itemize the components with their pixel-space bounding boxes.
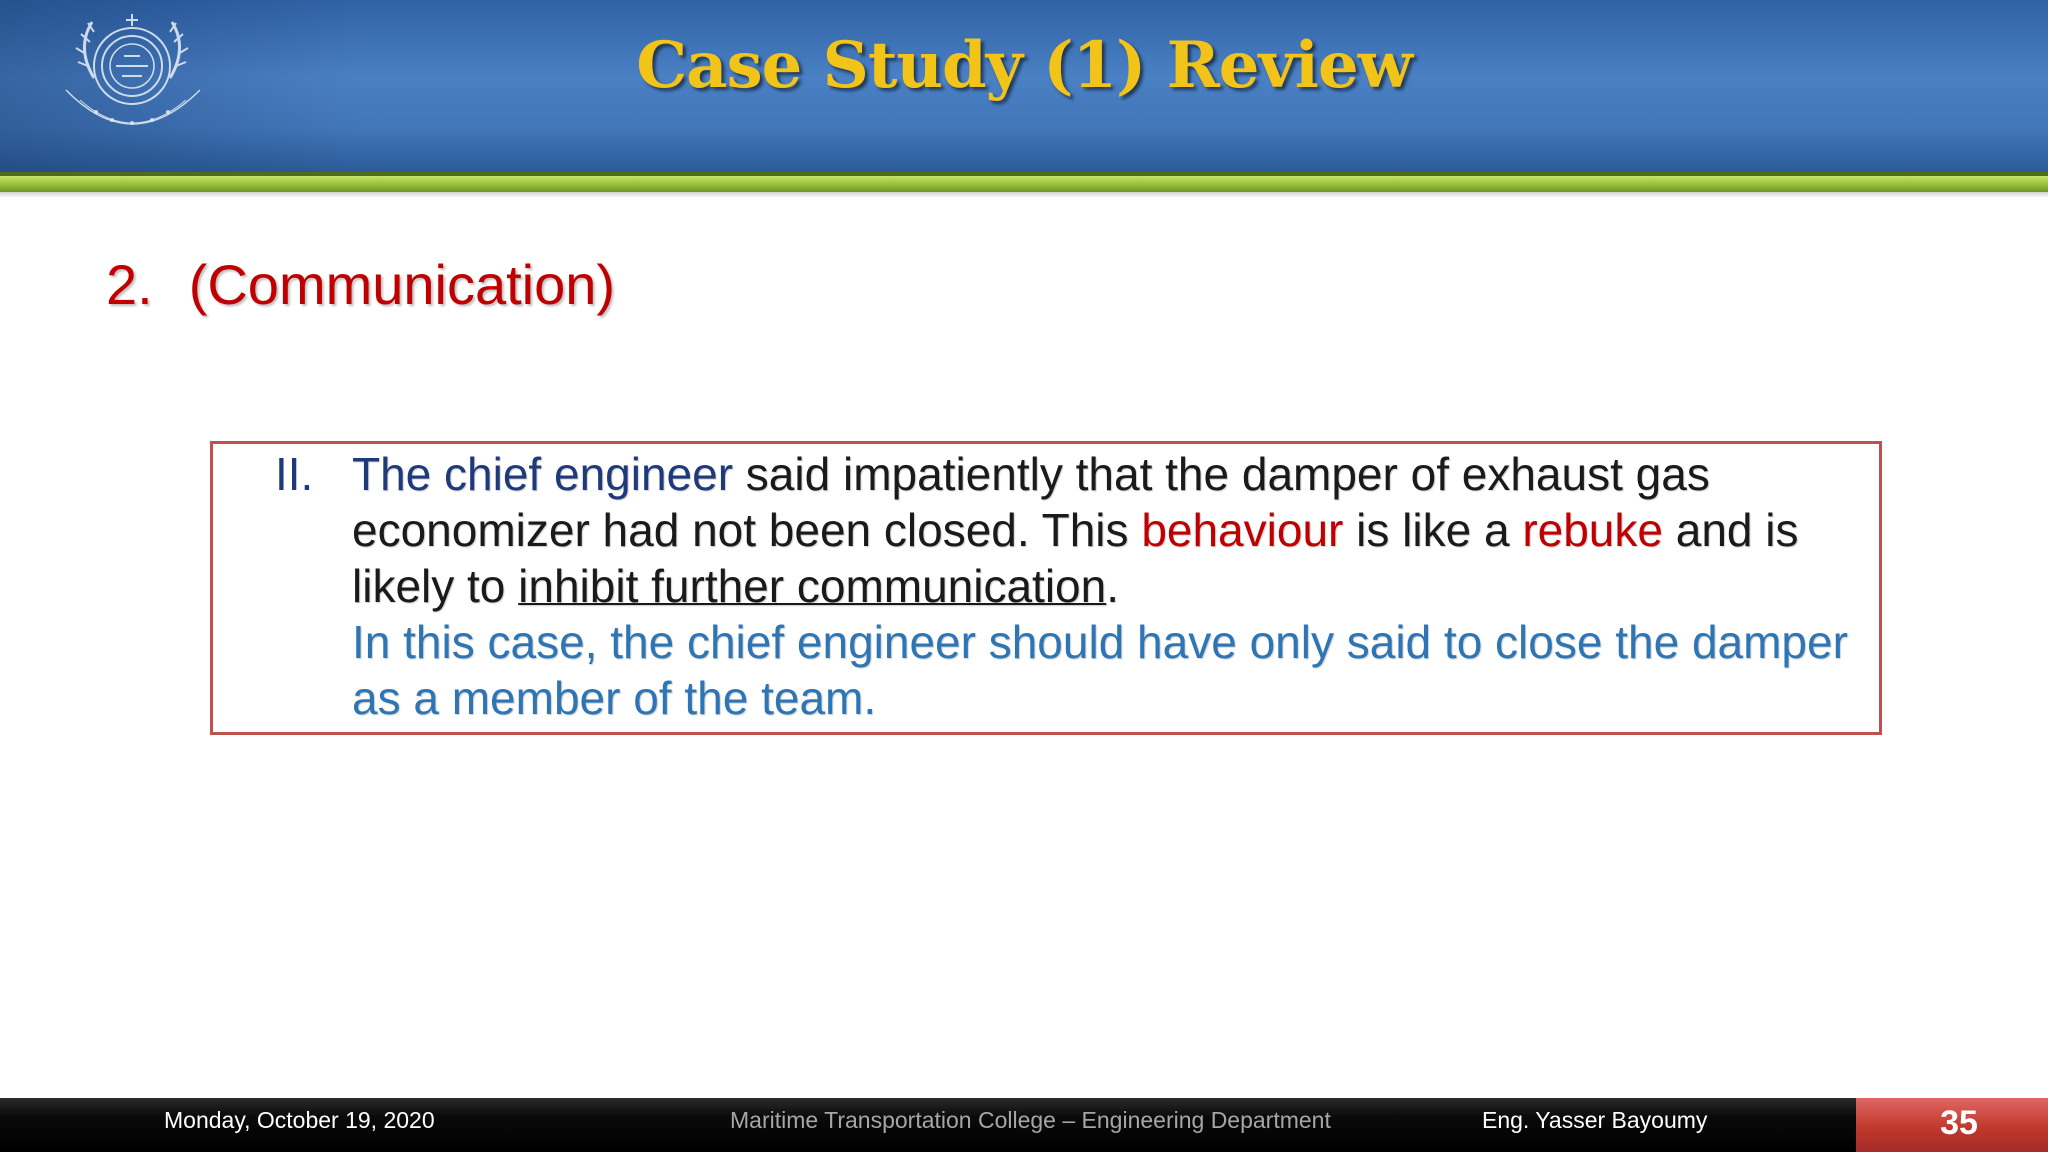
paragraph-text-2: is like a [1343, 504, 1523, 556]
advice-text: In this case, the chief engineer should have only said to close the damper as a member of the team. [352, 616, 1848, 724]
subject-text: The chief engineer [352, 448, 734, 500]
paragraph-text-4: . [1106, 560, 1120, 612]
section-number: 2. [106, 253, 153, 316]
paragraph-text-1: said impatiently that the damper of exhaust gas economizer had not been closed. This [352, 448, 1710, 556]
section-heading-text: (Communication) [188, 253, 616, 316]
underlined-phrase: inhibit further communication [518, 560, 1107, 612]
slide-title: Case Study (1) Review [636, 28, 1412, 103]
keyword-rebuke: rebuke [1522, 504, 1663, 556]
header-divider-shadow [0, 192, 2048, 198]
keyword-behaviour: behaviour [1141, 504, 1344, 556]
footer-date: Monday, October 19, 2020 [164, 1107, 435, 1133]
header-divider-stripe [0, 176, 2048, 192]
item-paragraph [352, 446, 1872, 726]
section-heading [106, 252, 615, 317]
footer-college: Maritime Transportation College – Engineering Department [730, 1107, 1331, 1133]
item-marker: II. [275, 448, 314, 500]
paragraph-text-3: and is likely to [352, 504, 1799, 612]
footer-author: Eng. Yasser Bayoumy [1482, 1107, 1708, 1133]
page-number: 35 [1940, 1104, 1978, 1142]
